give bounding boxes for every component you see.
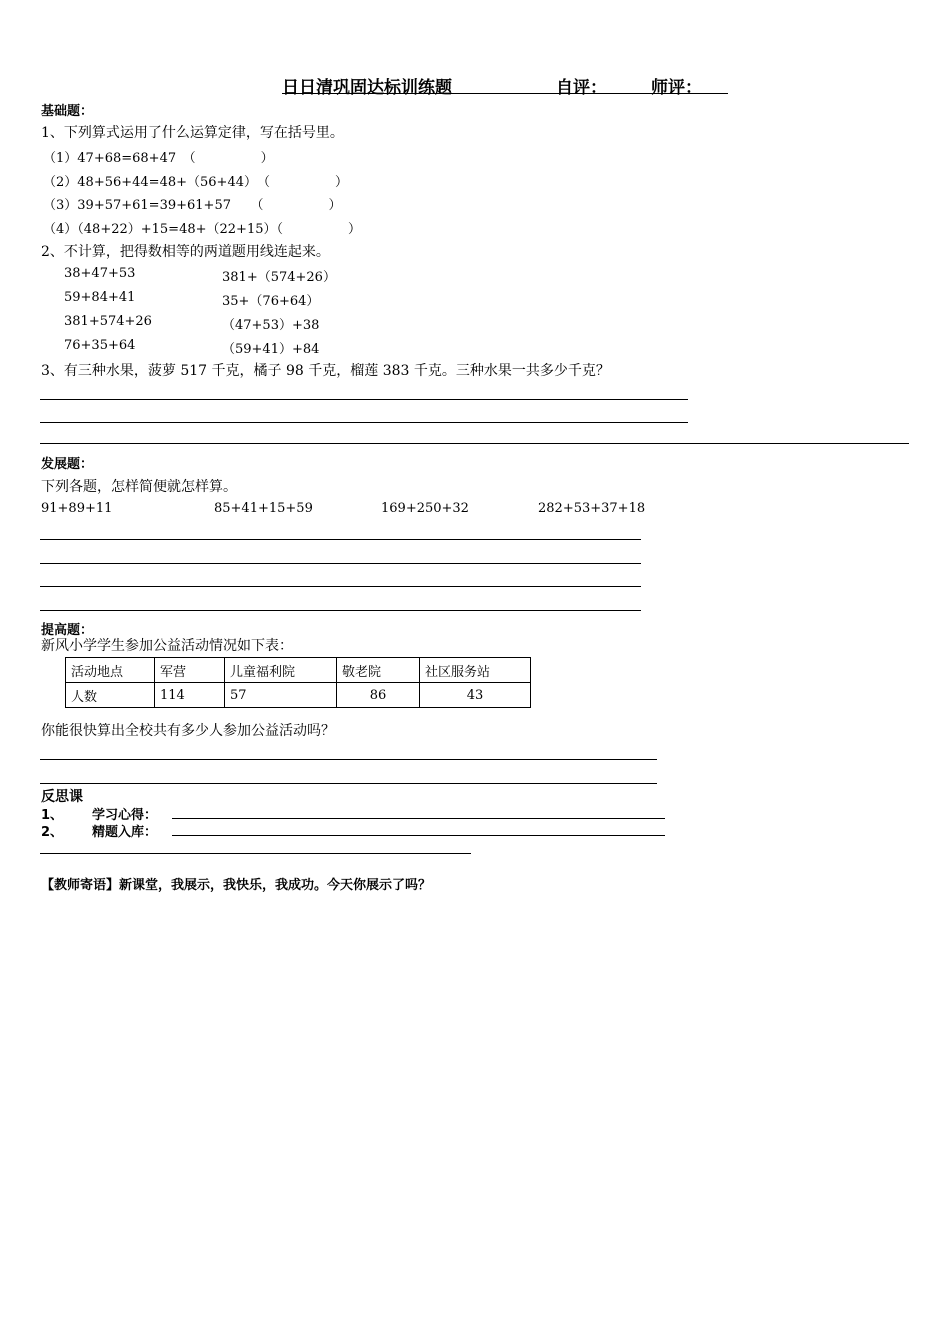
teacher-message-label: 【教师寄语】 [41,878,120,893]
answer-line[interactable] [40,759,657,760]
activity-table [65,657,531,708]
table-cell: 57 [225,683,337,708]
answer-line[interactable] [40,563,641,564]
q1-text: 1、下列算式运用了什么运算定律，写在括号里。 [41,125,344,141]
title-underline [282,93,728,94]
develop-problem-1: 91+89+11 [41,501,113,516]
section-divider [40,443,909,444]
answer-line[interactable] [40,422,688,423]
develop-instruction: 下列各题，怎样简便就怎样算。 [41,479,237,495]
teacher-message-text: 新课堂，我展示，我快乐，我成功。今天你展示了吗？ [119,878,432,893]
q1-item-2: （2）48+56+44=48+（56+44） （ ） [43,175,348,190]
q2-left-2: 59+84+41 [64,290,136,305]
answer-line[interactable] [40,586,641,587]
q2-right-2: 35+（76+64） [222,294,320,309]
table-cell: 114 [155,683,225,708]
table-row [66,658,531,683]
q2-left-3: 381+574+26 [64,314,152,329]
develop-problem-2: 85+41+15+59 [214,501,313,516]
table-cell: 敬老院 [337,658,420,683]
q1-item-3: （3）39+57+61=39+61+57 （ ） [43,198,342,213]
answer-line[interactable] [172,835,665,836]
table-cell: 86 [337,683,420,708]
table-cell: 军营 [155,658,225,683]
answer-line[interactable] [40,610,641,611]
teacher-message [41,874,431,893]
table-cell: 儿童福利院 [225,658,337,683]
table-cell: 43 [420,683,531,708]
table-cell: 人数 [66,683,155,708]
self-eval-label: 自评： [556,78,607,98]
q2-left-4: 76+35+64 [64,338,136,353]
teacher-eval-label: 师评： [651,78,702,98]
q2-right-3: （47+53）+38 [222,318,320,333]
q2-text: 2、不计算，把得数相等的两道题用线连起来。 [41,244,330,260]
reflect-heading: 反思课 [41,789,83,805]
develop-problem-3: 169+250+32 [381,501,469,516]
table-row [66,683,531,708]
answer-line[interactable] [172,818,665,819]
reflect-item-2-label: 精题入库： [92,825,158,840]
answer-line[interactable] [40,853,471,854]
q2-right-4: （59+41）+84 [222,342,320,357]
advanced-question: 你能很快算出全校共有多少人参加公益活动吗？ [41,723,335,739]
q1-item-4: （4）（48+22）+15=48+（22+15）（ ） [43,222,361,237]
table-cell: 活动地点 [66,658,155,683]
advanced-heading: 提高题： [41,623,94,638]
basic-heading: 基础题： [41,104,94,119]
advanced-intro: 新风小学学生参加公益活动情况如下表： [41,638,293,654]
develop-heading: 发展题： [41,457,94,472]
answer-line[interactable] [40,783,657,784]
reflect-item-1-label: 学习心得： [92,808,158,823]
reflect-item-1-num: 1、 [41,808,64,823]
answer-line[interactable] [40,539,641,540]
reflect-item-2-num: 2、 [41,825,64,840]
q1-item-1: （1）47+68=68+47 （ ） [43,151,274,166]
q2-right-1: 381+（574+26） [222,270,336,285]
q2-left-1: 38+47+53 [64,266,136,281]
table-cell: 社区服务站 [420,658,531,683]
page-title: 日日清巩固达标训练题 [282,78,452,98]
q3-text: 3、有三种水果，菠萝 517 千克，橘子 98 千克，榴莲 383 千克。三种水果一共多少千克？ [41,363,610,379]
answer-line[interactable] [40,399,688,400]
develop-problem-4: 282+53+37+18 [538,501,646,516]
